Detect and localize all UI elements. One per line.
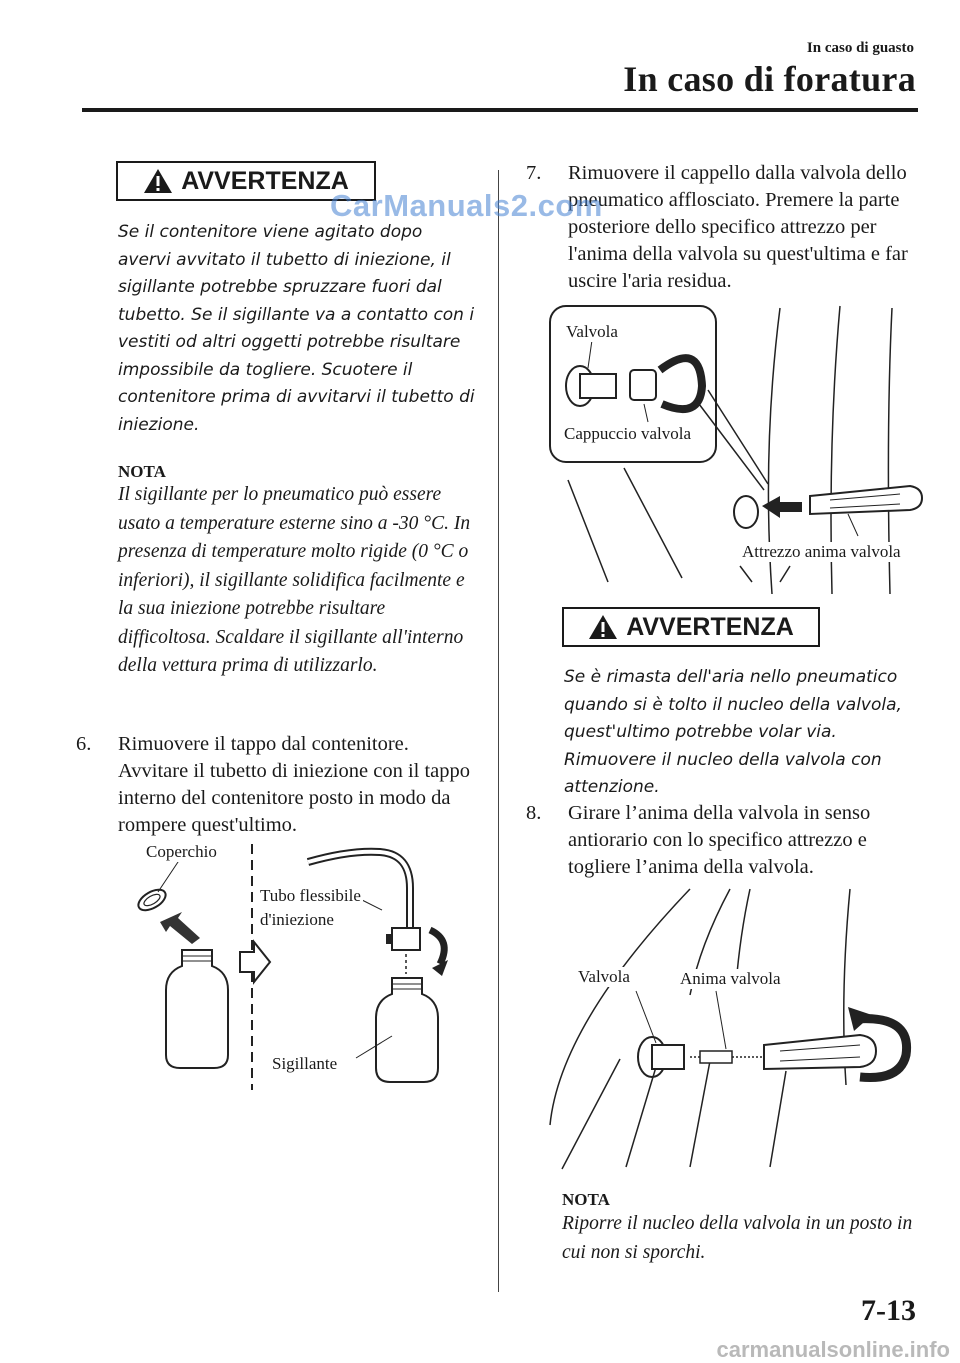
warning-text-1: Se il contenitore viene agitato dopo avervi avvitato il tubetto di iniezione, il sigillante potrebbe spruzzare fuori dal tubetto. Se il sigillante va a contatto con i vestiti od altri oggetti potrebbe risultare impossibile da togliere. Scuotere il contenitore prima di avvitarvi il tubetto di iniezione. [118,222,475,435]
label-sigillante: Sigillante [272,1054,338,1073]
nota-title-1: NOTA [118,462,166,481]
label-tube-line1: Tubo flessibile [260,886,361,905]
page-number: 7-13 [861,1294,916,1327]
step-number: 6. [76,733,92,755]
step-7 [526,160,936,300]
watermark: CarManuals2.com [330,188,603,223]
header-rule [82,108,918,112]
label-coperchio: Coperchio [146,842,217,861]
step-text: Rimuovere il tappo dal contenitore. Avvitare il tubetto di iniezione con il tappo interno del contenitore posto in modo da rompere quest'ultimo. [118,733,471,836]
figure-valve-core [540,885,930,1175]
label-tube-line2: d'iniezione [260,910,334,929]
label-cappuccio-valvola: Cappuccio valvola [564,424,691,443]
warning-box-2 [562,607,820,647]
page-title: In caso di foratura [623,59,916,99]
label-valvola: Valvola [578,967,630,986]
label-attrezzo: Attrezzo anima valvola [742,542,901,561]
warning-triangle-icon [588,613,618,641]
step-number: 7. [526,162,542,184]
warning-label: AVVERTENZA [181,166,349,195]
footer-brand: carmanualsonline.info [716,1337,950,1362]
nota-text-2: Riporre il nucleo della valvola in un posto in cui non si sporchi. [562,1213,913,1263]
step-text: Girare l’anima della valvola in senso antiorario con lo specifico attrezzo e togliere l’anima della valvola. [568,802,871,878]
step-6 [76,731,486,841]
label-valvola: Valvola [566,322,618,341]
nota-text-1: Il sigillante per lo pneumatico può essere usato a temperature esterne sino a -30 °C. In presenza di temperature molto rigide (0 °C o inferiori), il sigillante solidifica facilmente e la sua iniezione potrebbe risultare difficoltosa. Scaldare il sigillante all'interno della vettura prima di utilizzarlo. [118,484,471,676]
warning-label: AVVERTENZA [626,612,794,641]
section-title: In caso di guasto [806,40,914,56]
figure-sealant-bottle [130,840,490,1100]
step-number: 8. [526,802,542,824]
nota-title-2: NOTA [562,1190,610,1209]
warning-triangle-icon [143,167,173,195]
label-anima-valvola: Anima valvola [680,969,781,988]
figure-valve-tool [540,300,930,595]
step-text: Rimuovere il cappello dalla valvola dello pneumatico afflosciato. Premere la parte posteriore dello specifico attrezzo per l'anima della valvola su quest'ultima e far uscire l'aria residua. [568,162,908,292]
valve-core-illustration [540,885,930,1175]
warning-text-2: Se è rimasta dell'aria nello pneumatico quando si è tolto il nucleo della valvola, quest'ultimo potrebbe volar via. Rimuovere il nucleo della valvola con attenzione. [564,667,902,797]
step-8 [526,800,936,884]
column-divider [498,170,499,1292]
